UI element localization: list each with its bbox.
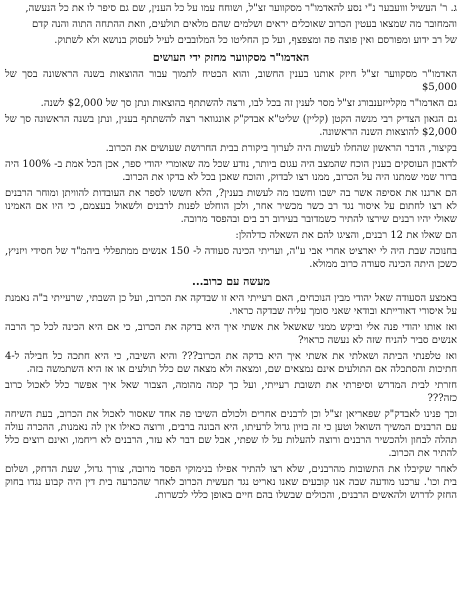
paragraph: לדאבון העוסקים בענין הוכח שהמצב היה עגום ביותר, נודע שכל מה שאומרי יהודי ספר, אכן הכל אמת ב- 100% היה ברור שמי שמתנו היה על הכרוב, ממנו רצו לבדוק, והוכח שאכן בכל לא בדקו את הכרוב. bbox=[5, 159, 457, 183]
intro-line: והמחובר מה שמצאו בעטין הכרוב שאוכלים יראים ושלמים שהם מלאים תולעים, וזאת ההתחה התוה והנה קדם bbox=[32, 19, 457, 30]
paragraph: וכך פנינו לאבדק"ק שפאריאן זצ"ל וכן לרבנים אחרים ולכולם השיבו פה אחד שאסור לאכול את הכרוב, בעת השיחה עם הרבנים המשיך השואל וטען כי זה בזיון גדול לרעיתו, היא הבונה ברבים, ורוצה כאילו אין לה נאמנות, ההכרה עולה תהלה לבחון ולהכשיר הרבנים ורוצה להעלות על לו שפתי, אבל שם דבר לא עזר, הרבנים לא ריחמו, ואינם רוצים כלל להתיר את הכרוב. bbox=[5, 409, 457, 459]
paragraph: לאחר שקיבלו את התשובות מהרבנים, שלא רצו להתיר אפילו בנימוקי הפסד מרובה, צורך גדול, שעת הדחק, ושלום בית וכו'. ערכנו מודעה שבה אנו קובעים שאנו נאריט נגד תעשית הכרוב לאחר שהכרעה בית דין היה קבוע נגדו בחוק החזק לדרוש ולהאשים הרבנים, והכולים שבשלו בהם חיים באופן כללי לכשרות. bbox=[5, 464, 457, 501]
paragraph: בחנוכה שבת היה לי יארציט אחרי אבי ע"ה, ועריתי הכינה סעודה ל- 150 אנשים ממתפללי ביהמ"ד של חסידי ויזניץ, כשכן היתה הכינה סעודה כרוב ממולא. bbox=[5, 246, 457, 270]
paragraph: ואז טלפנתי הביתה ושאלתי את אשתי איך היא בדקה את הכרוב??? והיא השיבה, כי היא חתכה כל חבילה ל-4 חתיכות והסתכלה אם התולעים אינם נמצאים שם, ומצאה ולא מצאה שם כלל תולעים או אז היא השתמשה בזה. bbox=[5, 351, 457, 375]
intro-block bbox=[5, 2, 457, 47]
paragraph: האדמו"ר מסקווער זצ"ל חיזק אותנו בענין החשוב, והוא הבטיח לתמוך עבור ההוצאות בשנה הראשונה בסך של $5,000 bbox=[5, 69, 457, 93]
paragraph: גם הגאון הצדיק רבי מנשה הקטן (קליין) שליט"א אבדק"ק אונגוואר רצה להשתתף בענין, ונתן בשנה הראשונה סך של $2,000 להוצאות השנה הראשונה. bbox=[5, 114, 457, 138]
intro-line: ג. ר' העשיל ווועבער נ"י נסע להאדמו"ר מסקווער זצ"ל, ושוחח עמו על כל הענין, שם גם סיפר לו את כל הנעשה, bbox=[25, 3, 457, 14]
paragraph: באמצע הסעודה שאל יהודי מבין הנוכחים, האם רעייתי היא זו שבדקה את הכרוב, ועל כן השבתי, שרעייתי ב"ה נאמנת על איסורי דאורייתא ובודאי שאני סומך עליה שבדקה כראוי. bbox=[5, 293, 457, 317]
paragraph: חזרתי לבית המדרש וסיפרתי את תשובת רעייתי, ועל כך קמה מהומה, הצבור שאל איך אפשר כלל לאכול כרוב כזה??? bbox=[5, 380, 457, 404]
section-heading-cabbage: מעשה עם כרוב... bbox=[192, 275, 270, 288]
paragraph: הם שאלו את 12 רבנים, והציגו להם את השאלה כדלהלן: bbox=[235, 230, 457, 241]
section-heading-skver: האדמו"ר מסקווער מחזק ידי העושים bbox=[152, 51, 310, 64]
paragraph: בקיצור, הדבר הראשון שהחלו לעשות היה לערוך ביקורת בבית החרושת שעושים את הכרוב. bbox=[105, 143, 457, 154]
paragraph: גם האדמו"ר מקלייזענבורג זצ"ל מסר לענין זה בכל לבו, ורצה להשתתף בהוצאות ונתן סך של $2,000 לשנה. bbox=[40, 98, 457, 109]
paragraph: הם ארגנו את אסיפה אשר בה ישבו וחשבו מה לעשות בענין?, הלא חששו לספר את העובדות להוויתן ומוחר הרבנים לא רצו לחתום על איסור נגד רב כשר מכשיר אחר, ולכן הוחלט לפנות לרבנים ולשאול בעצמם, כי היו אם האמינו שאולי יהיו רבנים שירצו להתיר כשמדובר בעירוב רב בים ובהפסד מרובה. bbox=[5, 188, 457, 225]
paragraph: ואז אותו יהודי פנה אלי וביקש ממני שאשאל את אשתי איך היא בדקה את הכרוב, כי אם היא הכינה לכל כך הרבה אנשים סביר להניח שזה לא נעשה כראוי? bbox=[5, 322, 457, 346]
intro-line: של רב ידוע ומפורסם ואין פוצה פה ומצפצף, ועל כן החליטו כל המלובבים לעיל לעסוק בנושא ולא לשתוק. bbox=[54, 35, 457, 46]
